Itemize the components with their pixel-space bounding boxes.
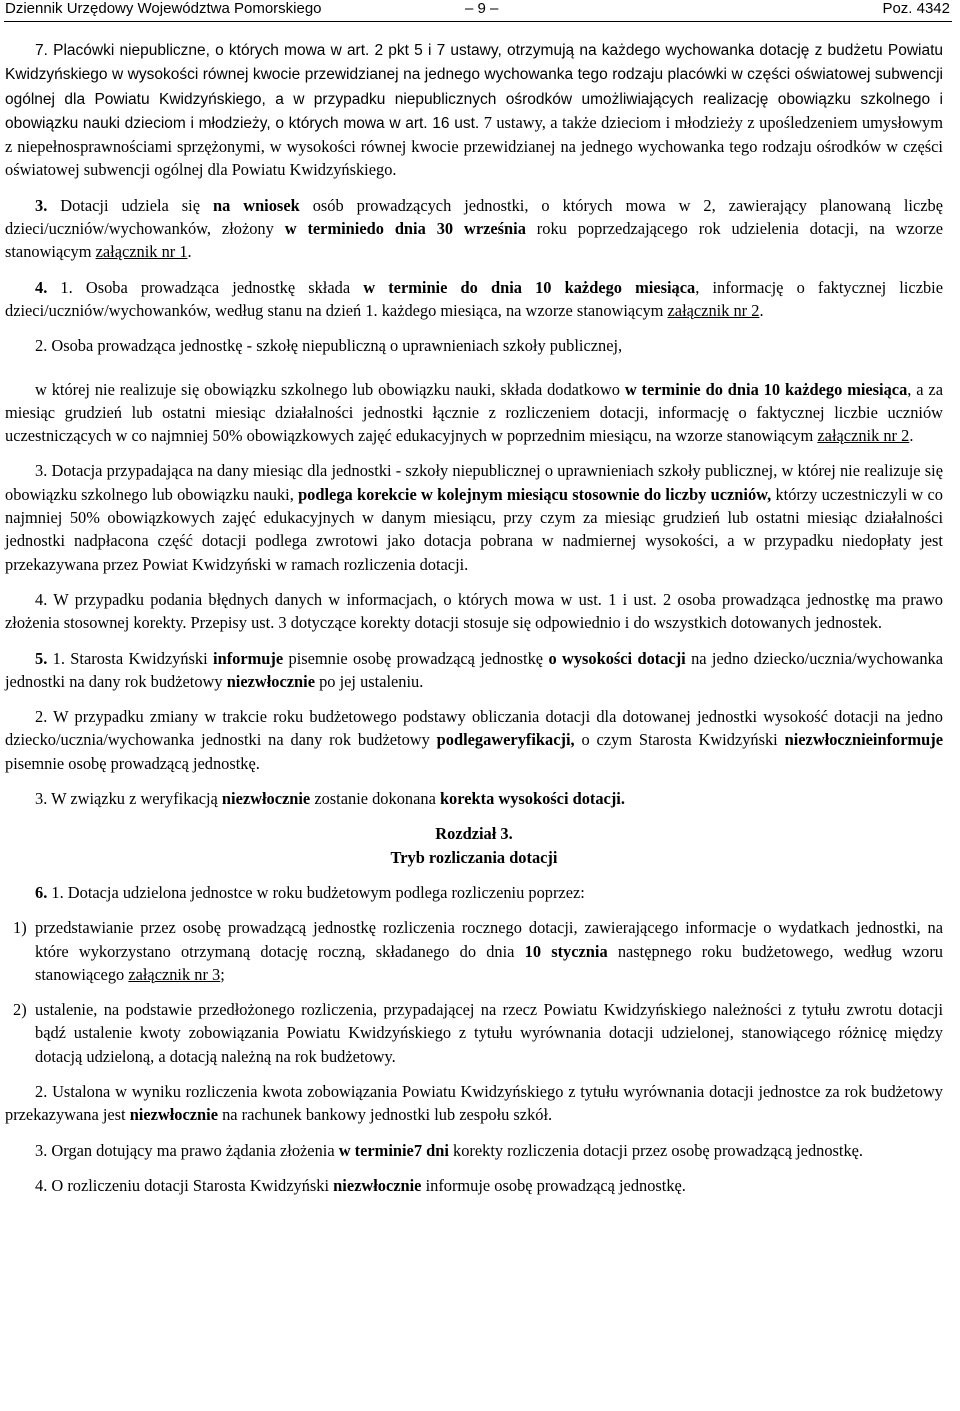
journal-title: Dziennik Urzędowy Województwa Pomorskiego: [5, 0, 322, 17]
text: ;: [220, 964, 225, 984]
text: 1. Starosta Kwidzyński: [47, 648, 214, 668]
bold-text: o wysokości dotacji: [548, 648, 686, 668]
text: ustalenie, na podstawie przedłożonego rozliczenia, przypadającej na rzecz Powiatu Kwidzyńskiego należności z tytułu zwrotu dotacji bądź ustalenie kwoty zobowiązania Powiatu Kwidzyńskiego z tytułu wyrównania dotacji udzielonej, stanowiącego różnicę między dotacją udzieloną, a dotacją należną na rok budżetowy.: [35, 1000, 943, 1066]
attachment-2-link[interactable]: załącznik nr 2: [667, 300, 760, 320]
section-6-2: [5, 1080, 943, 1127]
section-4-1: [5, 276, 943, 323]
section-4-3: [5, 459, 943, 575]
bold-text: w terminiedo dnia 30 września: [284, 219, 526, 239]
chapter-title: Rozdział 3.: [435, 824, 513, 844]
document-body: [5, 38, 943, 1197]
header-divider: [4, 21, 952, 22]
section-5-1: [5, 647, 943, 694]
section-5-3: [5, 787, 943, 810]
text: o czym Starosta Kwidzyński: [574, 730, 785, 750]
list-number: 1): [13, 918, 27, 938]
text: .: [909, 426, 914, 446]
text: następnego roku budżetowego, według wzoru stanowiącego: [35, 941, 943, 984]
paragraph-number: 7.: [35, 42, 48, 59]
list-item-1: [5, 916, 943, 986]
text: 3. Dotacja przypadająca na dany miesiąc dla jednostki - szkoły niepublicznej o uprawnieniach szkoły publicznej, w której nie realizuje się obowiązku szkolnego lub obowiązku nauki,: [5, 461, 943, 504]
section-4-2-intro: 2. Osoba prowadząca jednostkę - szkołę niepubliczną o uprawnieniach szkoły publicznej,: [35, 336, 623, 356]
text: 4. O rozliczeniu dotacji Starosta Kwidzyński: [35, 1175, 334, 1195]
section-number: 4.: [35, 277, 48, 297]
bold-text: w terminie do dnia 10 każdego miesiąca: [363, 277, 696, 297]
bold-text: informuje: [213, 648, 284, 668]
attachment-3-link[interactable]: załącznik nr 3: [128, 964, 221, 984]
section-number: 5.: [35, 648, 48, 668]
bold-text: niezwłocznie: [221, 789, 311, 809]
text: 1. Osoba prowadząca jednostkę składa: [47, 277, 364, 297]
bold-text: niezwłocznie: [226, 671, 315, 691]
bold-text: niezwłocznie: [129, 1105, 218, 1125]
bold-text: podlegaweryfikacji,: [436, 730, 575, 750]
bold-text: w terminie7 dni: [338, 1140, 449, 1160]
list-item-2: [5, 998, 943, 1068]
text: , a za miesiąc grudzień lub ostatni miesiąc działalności jednostki łącznie z rozliczeniem dotacji, informację o faktycznej liczbie uczniów uczestniczących w co najmniej 50% obowiązkowych zajęć edukacyjnych w poprzednim miesiącu, na wzorze stanowiącym: [5, 379, 943, 446]
paragraph-7: [5, 38, 943, 182]
paragraph-text: 7 ustawy, a także dzieciom i młodzieży z upośledzeniem umysłowym z niepełnosprawnościami sprzężonymi, w wysokości równej kwocie przewidzianej na jednego wychowanka tego rodzaju ośrodków w części oświatowej subwencji ogólnej dla Powiatu Kwidzyńskiego.: [5, 112, 943, 180]
section-6-3: [5, 1139, 943, 1162]
text: w której nie realizuje się obowiązku szkolnego lub obowiązku nauki, składa dodatkowo: [35, 379, 625, 399]
text: roku poprzedzającego rok udzielenia dotacji, na wzorze stanowiącym: [5, 219, 943, 262]
paragraph-text: Placówki niepubliczne, o których mowa w art. 2 pkt 5 i 7 ustawy, otrzymują na każdego wychowanka dotację z budżetu Powiatu Kwidzyńskiego w wysokości równej kwocie przewidzianej na jednego wychowanka tego rodzaju placówki w części oświatowej subwencji ogólnej dla Powiatu Kwidzyńskiego, a w przypadku niepublicznych ośrodków umożliwiających realizację obowiązku szkolnego i obowiązku nauki dzieciom i młodzieży, o których mowa w art. 16 ust.: [5, 42, 943, 132]
section-5-2: [5, 705, 943, 775]
section-4-4: 4. W przypadku podania błędnych danych w informacjach, o których mowa w ust. 1 i ust. 2 osoba prowadząca jednostkę ma prawo złożenia stosownej korekty. Przepisy ust. 3 dotyczące korekty dotacji stosuje się odpowiednio i do wszystkich dotowanych jednostek.: [5, 589, 943, 633]
text: 3. Organ dotujący ma prawo żądania złożenia: [35, 1140, 339, 1160]
text: korekty rozliczenia dotacji przez osobę prowadzącą jednostkę.: [448, 1140, 864, 1160]
text: 1. Dotacja udzielona jednostce w roku budżetowym podlega rozliczeniu poprzez:: [47, 882, 585, 902]
page-header: [5, 0, 950, 22]
bold-text: na wniosek: [212, 195, 300, 215]
position-number: Poz. 4342: [882, 0, 950, 17]
text: po jej ustaleniu.: [315, 671, 424, 691]
section-3: [5, 194, 943, 264]
section-number: 6.: [35, 882, 48, 902]
bold-text: podlega korekcie w kolejnym miesiącu stosownie do liczby uczniów,: [298, 484, 772, 504]
text: zostanie dokonana: [310, 789, 440, 809]
text: .: [187, 242, 192, 262]
text: pisemnie osobę prowadzącą jednostkę: [283, 648, 549, 668]
text: .: [759, 300, 764, 320]
section-number: 3.: [35, 195, 48, 215]
text: 2. Ustalona w wyniku rozliczenia kwota zobowiązania Powiatu Kwidzyńskiego z tytułu wyrównania dotacji jednostce za rok budżetowy przekazywana jest: [5, 1081, 943, 1125]
text: pisemnie osobę prowadzącą jednostkę.: [5, 753, 260, 773]
text: na rachunek bankowy jednostki lub zespołu szkół.: [218, 1105, 553, 1125]
page-number: – 9 –: [465, 0, 499, 17]
section-6-1: [5, 881, 943, 904]
text: , informację o faktycznej liczbie dzieci/uczniów/wychowanków, według stanu na dzień 1. każdego miesiąca, na wzorze stanowiącym: [5, 277, 943, 320]
text: osób prowadzących jednostki, o których mowa w 2, zawierający planowaną liczbę dzieci/uczniów/wychowanków, złożony: [5, 195, 944, 239]
text: na jedno dziecko/ucznia/wychowanka jednostki na dany rok budżetowy: [5, 648, 944, 691]
text: informuje osobę prowadzącą jednostkę.: [421, 1175, 686, 1195]
text: przedstawianie przez osobę prowadzącą jednostkę rozliczenia rocznego dotacji, zawierającego informacje o wydatkach jednostki, na które wykorzystano otrzymaną dotację roczną, składanego do dnia: [35, 918, 943, 961]
attachment-1-link[interactable]: załącznik nr 1: [95, 242, 188, 262]
text: którzy uczestniczyli w co najmniej 50% obowiązkowych zajęć edukacyjnych w danym miesiącu, przy czym za miesiąc grudzień lub ostatni miesiąc działalności jednostki nadpłacona część dotacji podlega zwrotowi jako dotacja pobrana w nadmiernej wysokości, a w przypadku niedopłaty jest przekazywana przez Powiat Kwidzyński w ramach rozliczenia dotacji.: [5, 484, 943, 574]
section-6-4: [5, 1174, 943, 1197]
text: 2. W przypadku zmiany w trakcie roku budżetowego podstawy obliczania dotacji dla dotowanej jednostki wysokość dotacji na jedno dziecko/ucznia/wychowanka jednostki na dany rok budżetowy: [5, 707, 943, 750]
bold-text: korekta wysokości dotacji.: [439, 789, 625, 809]
chapter-subtitle: Tryb rozliczania dotacji: [390, 847, 558, 867]
bold-text: niezwłocznie: [333, 1175, 422, 1195]
section-4-2: [5, 378, 943, 448]
bold-text: w terminie do dnia 10 każdego miesiąca: [624, 379, 908, 399]
text: Dotacji udziela się: [47, 195, 213, 215]
attachment-2-link[interactable]: załącznik nr 2: [817, 426, 910, 446]
bold-text: niezwłocznieinformuje: [784, 730, 943, 750]
text: 3. W związku z weryfikacją: [35, 789, 222, 809]
bold-text: 10 stycznia: [524, 941, 608, 961]
list-number: 2): [13, 1000, 27, 1020]
